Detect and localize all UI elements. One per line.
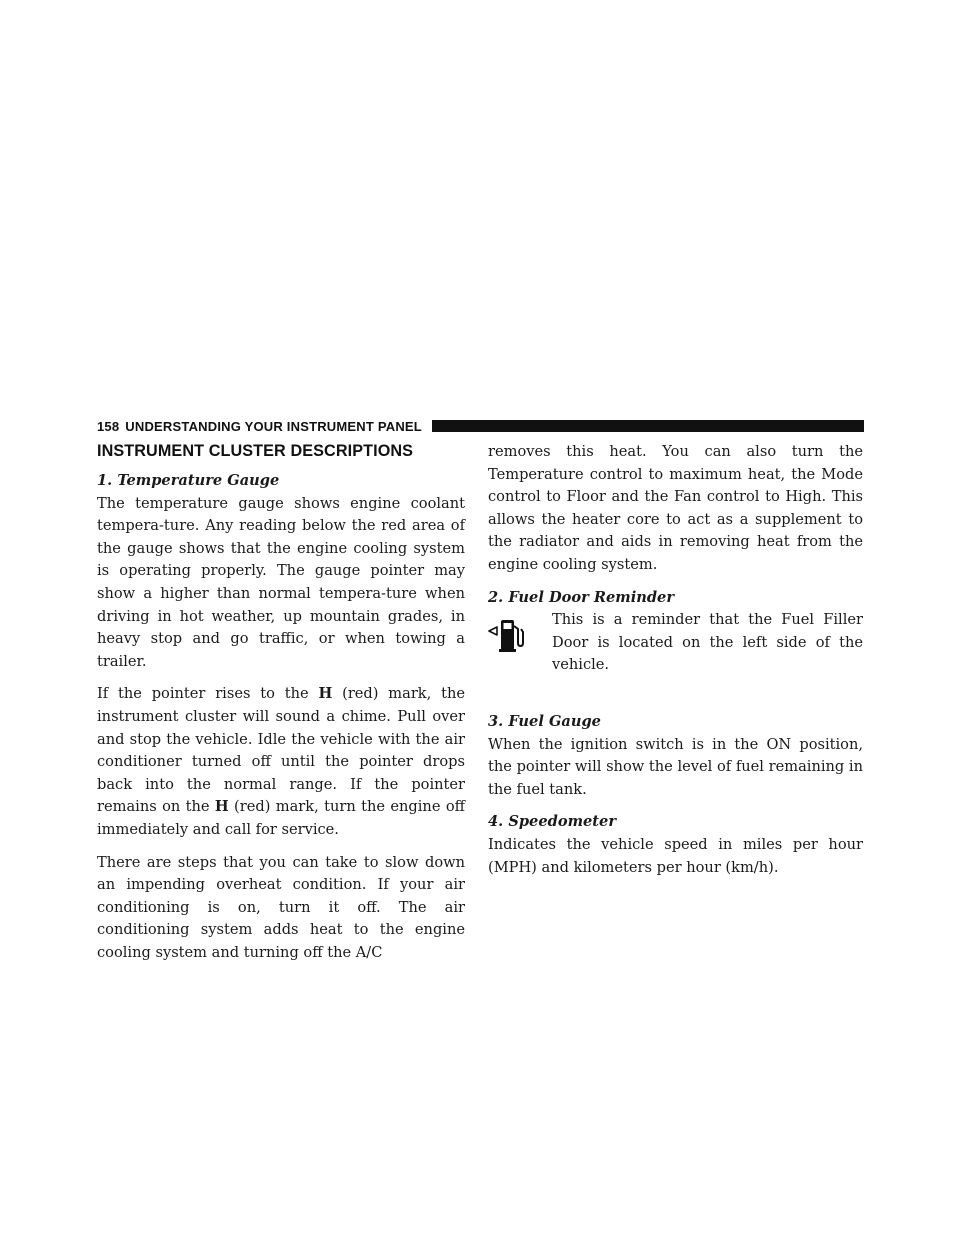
page-number: 158 xyxy=(97,418,120,434)
fuel-gauge-heading: 3. Fuel Gauge xyxy=(488,712,601,730)
fuel-door-heading: 2. Fuel Door Reminder xyxy=(488,588,675,606)
text-run: If the pointer rises to the xyxy=(97,685,319,703)
temperature-gauge-paragraph-3: There are steps that you can take to slow down an impending overheat condition. If your air conditioning is on, turn it off. The air conditioning system adds heat to the engine cooling system and turning off the A/C xyxy=(97,853,465,961)
fuel-door-text: This is a reminder that the Fuel Filler Door is located on the left side of the vehicle. xyxy=(552,611,863,674)
fuel-gauge-text: When the ignition switch is in the ON position, the pointer will show the level of fuel remaining in the fuel tank. xyxy=(488,735,863,798)
fuel-pump-icon xyxy=(488,609,552,661)
temperature-gauge-paragraph-2 xyxy=(97,683,465,841)
h-mark: H xyxy=(214,798,229,816)
section-title: INSTRUMENT CLUSTER DESCRIPTIONS xyxy=(97,442,414,460)
text-run: (red) mark, turn the engine off immediately and call for service. xyxy=(97,798,465,838)
temperature-gauge-heading: 1. Temperature Gauge xyxy=(97,472,280,489)
header-rule xyxy=(432,420,864,432)
h-mark: H xyxy=(318,685,333,703)
speedometer-heading: 4. Speedometer xyxy=(488,813,617,831)
right-column xyxy=(488,441,863,889)
text-run: (red) mark, the instrument cluster will sound a chime. Pull over and stop the vehicle. Idle the vehicle with the air conditioner turned off until the pointer drops back into the normal range. If the pointer remains on the xyxy=(97,685,466,816)
running-title: UNDERSTANDING YOUR INSTRUMENT PANEL xyxy=(125,418,422,434)
fuel-door-notice xyxy=(488,609,863,677)
speedometer-text: Indicates the vehicle speed in miles per hour (MPH) and kilometers per hour (km/h). xyxy=(488,835,863,876)
left-column xyxy=(97,440,465,974)
temperature-gauge-paragraph-3-continued: removes this heat. You can also turn the Temperature control to maximum heat, the Mode control to Floor and the Fan control to High. This allows the heater core to act as a supplement to the radiator and aids in removing heat from the engine cooling system. xyxy=(488,443,863,573)
temperature-gauge-paragraph-1: The temperature gauge shows engine coolant tempera-ture. Any reading below the red area of the gauge shows that the engine cooling system is operating properly. The gauge pointer may show a higher than normal tempera-ture when driving in hot weather, up mountain grades, in heavy stop and go traffic, or when towing a trailer. xyxy=(97,494,465,670)
running-header xyxy=(97,417,864,435)
